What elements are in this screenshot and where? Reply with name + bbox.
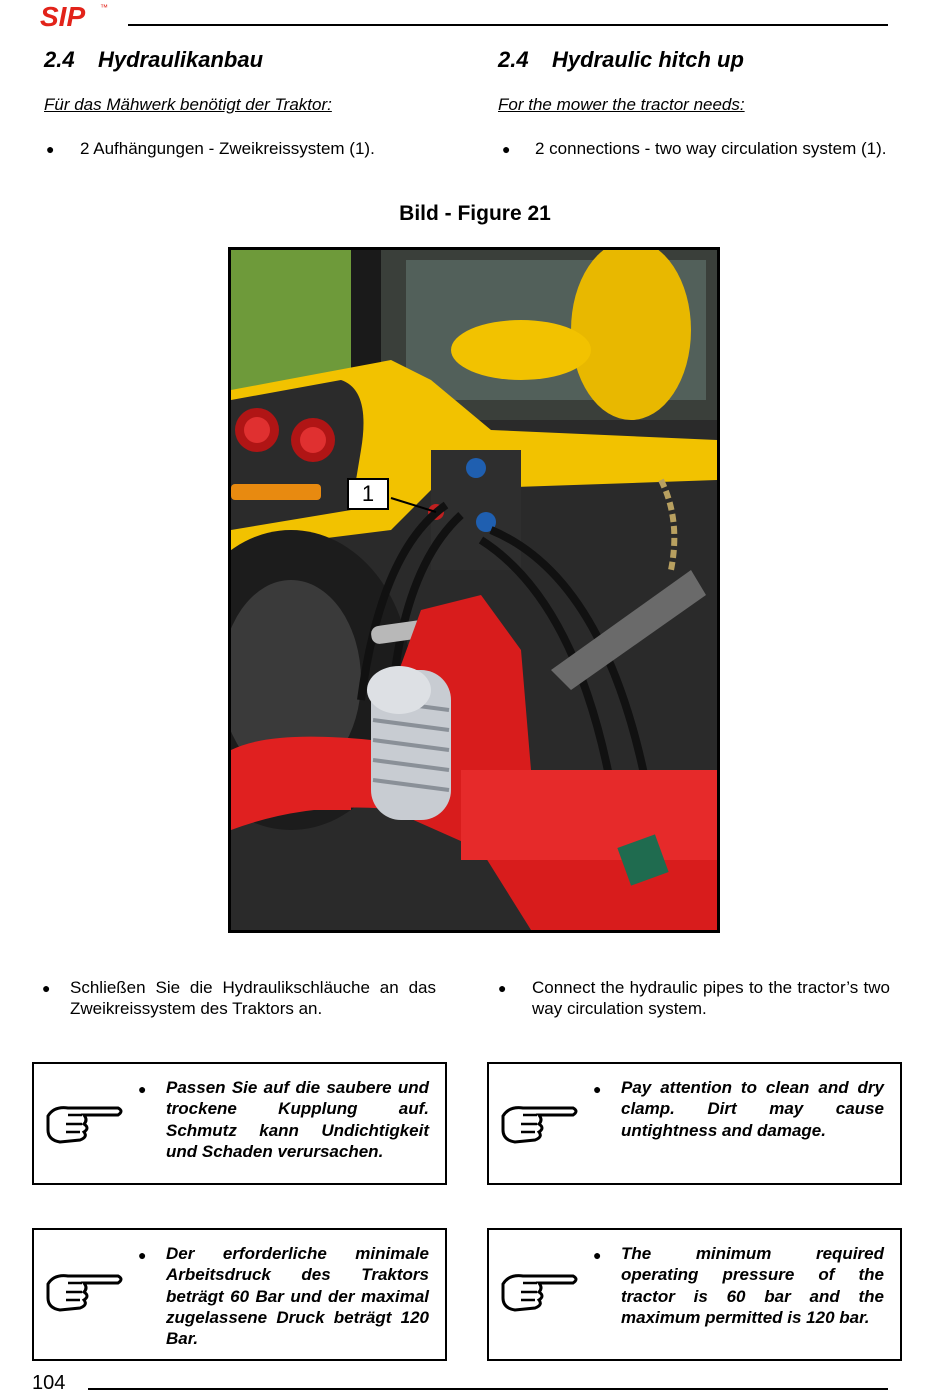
bullet-marker: ●	[138, 1081, 147, 1097]
note-box-cleanliness-de	[32, 1062, 447, 1185]
page-number: 104	[32, 1372, 66, 1394]
figure-photo	[228, 247, 720, 933]
bullet-marker: ●	[42, 980, 51, 996]
section-title: Hydraulikanbau	[98, 47, 264, 72]
svg-text:SIP: SIP	[40, 1, 86, 32]
section-title: Hydraulic hitch up	[552, 47, 744, 72]
note-text: Pay attention to clean and dry clamp. Dirt may cause untightness and damage.	[621, 1078, 884, 1140]
subheading-en: For the mower the tractor needs:	[498, 95, 745, 114]
note-box-cleanliness-en	[487, 1062, 902, 1185]
requirement-item-de: 2 Aufhängungen - Zweikreissystem (1).	[80, 139, 375, 158]
note-text: Passen Sie auf die saubere und trockene Kupplung auf. Schmutz kann Undichtigkeit und Schaden verursachen.	[166, 1078, 429, 1161]
header-rule	[128, 24, 888, 26]
section-heading-de	[44, 47, 263, 73]
callout-label: 1	[347, 478, 389, 510]
subheading-de: Für das Mähwerk benötigt der Traktor:	[44, 95, 332, 114]
section-heading-en	[498, 47, 744, 73]
note-text: The minimum required operating pressure of the tractor is 60 bar and the maximum permitted is 120 bar.	[621, 1244, 884, 1327]
section-number: 2.4	[498, 47, 529, 72]
instruction-item-en: Connect the hydraulic pipes to the tractor’s two way circulation system.	[532, 978, 890, 1018]
tractor-hydraulics-illustration	[231, 250, 717, 930]
bullet-marker: ●	[502, 141, 511, 157]
requirement-item-en: 2 connections - two way circulation system (1).	[535, 139, 887, 158]
note-box-pressure-de	[32, 1228, 447, 1361]
pointing-hand-icon	[44, 1102, 124, 1146]
sip-logo	[40, 0, 130, 32]
section-number: 2.4	[44, 47, 75, 72]
bullet-marker: ●	[593, 1081, 602, 1097]
bullet-marker: ●	[138, 1247, 147, 1263]
pointing-hand-icon	[499, 1270, 579, 1314]
bullet-marker: ●	[593, 1247, 602, 1263]
note-text: Der erforderliche minimale Arbeitsdruck des Traktors beträgt 60 Bar und der maximal zugelassene Druck beträgt 120 Bar.	[166, 1244, 429, 1349]
bullet-marker: ●	[498, 980, 507, 996]
footer-rule	[88, 1388, 888, 1390]
bullet-marker: ●	[46, 141, 55, 157]
pointing-hand-icon	[499, 1102, 579, 1146]
figure-title: Bild - Figure 21	[399, 202, 551, 225]
svg-text:™: ™	[100, 3, 108, 12]
instruction-item-de: Schließen Sie die Hydraulikschläuche an das Zweikreissystem des Traktors an.	[70, 978, 436, 1018]
note-box-pressure-en	[487, 1228, 902, 1361]
pointing-hand-icon	[44, 1270, 124, 1314]
